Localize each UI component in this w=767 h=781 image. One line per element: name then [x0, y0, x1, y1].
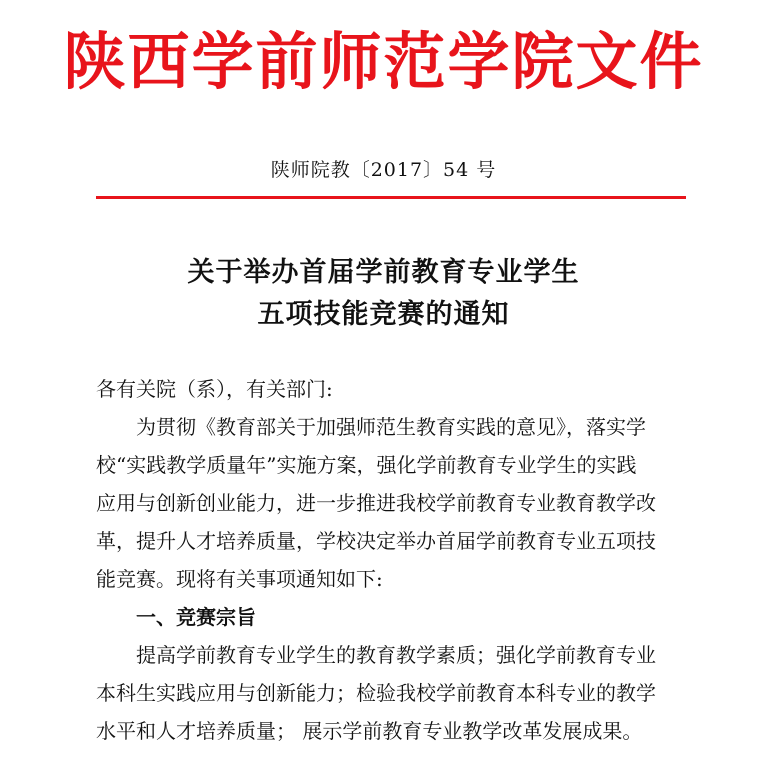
paragraph-line: 校“实践教学质量年”实施方案，强化学前教育专业学生的实践 [96, 453, 637, 477]
document-number: 陕师院教〔2017〕54 号 [270, 159, 497, 181]
section-heading: 一、竞赛宗旨 [136, 605, 256, 629]
paragraph-line: 为贯彻《教育部关于加强师范生教育实践的意见》，落实学 [136, 415, 646, 439]
paragraph-line: 水平和人才培养质量； 展示学前教育专业教学改革发展成果。 [96, 719, 643, 743]
notice-title-line-1: 关于举办首届学前教育专业学生 [187, 257, 580, 288]
salutation: 各有关院（系），有关部门: [96, 377, 333, 401]
red-divider-line [96, 196, 686, 199]
paragraph-line: 应用与创新创业能力，进一步推进我校学前教育专业教育教学改 [96, 491, 656, 515]
notice-title [0, 252, 767, 336]
paragraph-line: 本科生实践应用与创新能力；检验我校学前教育本科专业的教学 [96, 681, 656, 705]
paragraph-line: 能竞赛。现将有关事项通知如下: [96, 567, 383, 591]
paragraph-line: 提高学前教育专业学生的教育教学素质；强化学前教育专业 [136, 643, 656, 667]
notice-body [96, 370, 686, 750]
notice-title-line-2: 五项技能竞赛的通知 [257, 299, 510, 330]
masthead-title: 陕西学前师范学院文件 [63, 25, 704, 98]
paragraph-line: 革，提升人才培养质量，学校决定举办首届学前教育专业五项技 [96, 529, 656, 553]
